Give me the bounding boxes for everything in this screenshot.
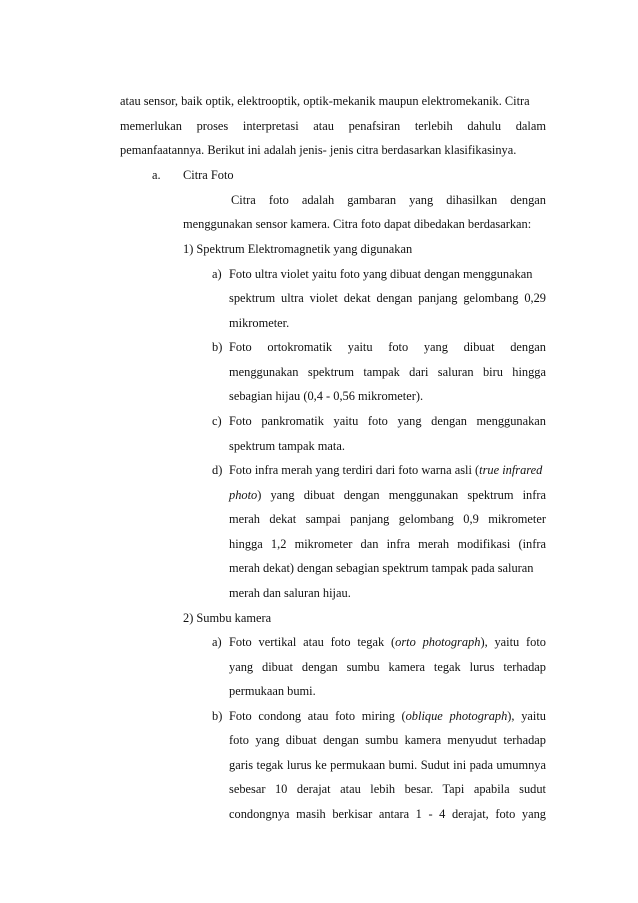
item-1d-line-1-italic: true infrared (479, 463, 543, 477)
item-1a-line-3: mikrometer. (229, 316, 290, 330)
item-2b-line-1 (229, 708, 546, 724)
item-2a-line-1-tail: ), yaitu foto (480, 635, 546, 649)
item-2a-line-1 (229, 634, 546, 650)
section-paragraph-line-2: menggunakan sensor kamera. Citra foto dapat dibedakan berdasarkan: (183, 217, 532, 231)
item-1d-line-2-italic: photo (229, 488, 258, 502)
item-1d-marker: d) (212, 463, 223, 477)
item-1a-line-1: Foto ultra violet yaitu foto yang dibuat dengan menggunakan (229, 267, 533, 281)
item-2-heading: 2) Sumbu kamera (183, 611, 272, 625)
item-2a-line-1-text: Foto vertikal atau foto tegak ( (229, 635, 396, 649)
item-1c-marker: c) (212, 414, 222, 428)
item-2a-line-2: yang dibuat dengan sumbu kamera tegak lurus terhadap (229, 660, 546, 674)
intro-line-1: atau sensor, baik optik, elektrooptik, optik-mekanik maupun elektromekanik. Citra (120, 94, 530, 108)
item-1c-line-1: Foto pankromatik yaitu foto yang dengan menggunakan (229, 414, 546, 428)
intro-line-3: pemanfaatannya. Berikut ini adalah jenis- jenis citra berdasarkan klasifikasinya. (120, 143, 517, 157)
item-2b-line-1-tail: ), yaitu (507, 709, 546, 723)
item-2a-marker: a) (212, 635, 222, 649)
item-1a-marker: a) (212, 267, 222, 281)
item-1c-line-2: spektrum tampak mata. (229, 439, 345, 453)
item-1d-line-5: merah dekat) dengan sebagian spektrum tampak pada saluran (229, 561, 534, 575)
item-2b-marker: b) (212, 709, 223, 723)
section-marker: a. (152, 168, 161, 182)
item-1d-line-1 (229, 462, 542, 478)
item-1d-line-3: merah dekat sampai panjang gelombang 0,9 mikrometer (229, 512, 546, 526)
item-1d-line-1-text: Foto infra merah yang terdiri dari foto warna asli ( (229, 463, 480, 477)
item-2b-line-4: sebesar 10 derajat atau lebih besar. Tapi apabila sudut (229, 782, 546, 796)
intro-line-2: memerlukan proses interpretasi atau penafsiran terlebih dahulu dalam (120, 119, 546, 133)
item-2b-line-2: foto yang dibuat dengan sumbu kamera menyudut terhadap (229, 733, 546, 747)
item-2b-line-3: garis tegak lurus ke permukaan bumi. Sudut ini pada umumnya (229, 758, 546, 772)
section-paragraph-line-1: Citra foto adalah gambaran yang dihasilkan dengan (231, 193, 546, 207)
section-title: Citra Foto (183, 168, 234, 182)
item-1d-line-6: merah dan saluran hijau. (229, 586, 351, 600)
item-1b-marker: b) (212, 340, 223, 354)
item-1-heading: 1) Spektrum Elektromagnetik yang digunakan (183, 242, 413, 256)
item-1b-line-2: menggunakan spektrum tampak dari saluran biru hingga (229, 365, 546, 379)
item-1d-line-2 (229, 487, 546, 503)
item-1b-line-3: sebagian hijau (0,4 - 0,56 mikrometer). (229, 389, 424, 403)
item-2b-line-5: condongnya masih berkisar antara 1 - 4 derajat, foto yang (229, 807, 546, 821)
item-2a-line-1-italic: orto photograph (395, 635, 481, 649)
item-2b-line-1-text: Foto condong atau foto miring ( (229, 709, 406, 723)
item-1a-line-2: spektrum ultra violet dekat dengan panjang gelombang 0,29 (229, 291, 546, 305)
item-1d-line-4: hingga 1,2 mikrometer dan infra merah modifikasi (infra (229, 537, 546, 551)
item-2a-line-3: permukaan bumi. (229, 684, 316, 698)
item-1d-line-2-text: ) yang dibuat dengan menggunakan spektrum infra (257, 488, 546, 502)
item-1b-line-1: Foto ortokromatik yaitu foto yang dibuat dengan (229, 340, 546, 354)
item-2b-line-1-italic: oblique photograph (405, 709, 508, 723)
